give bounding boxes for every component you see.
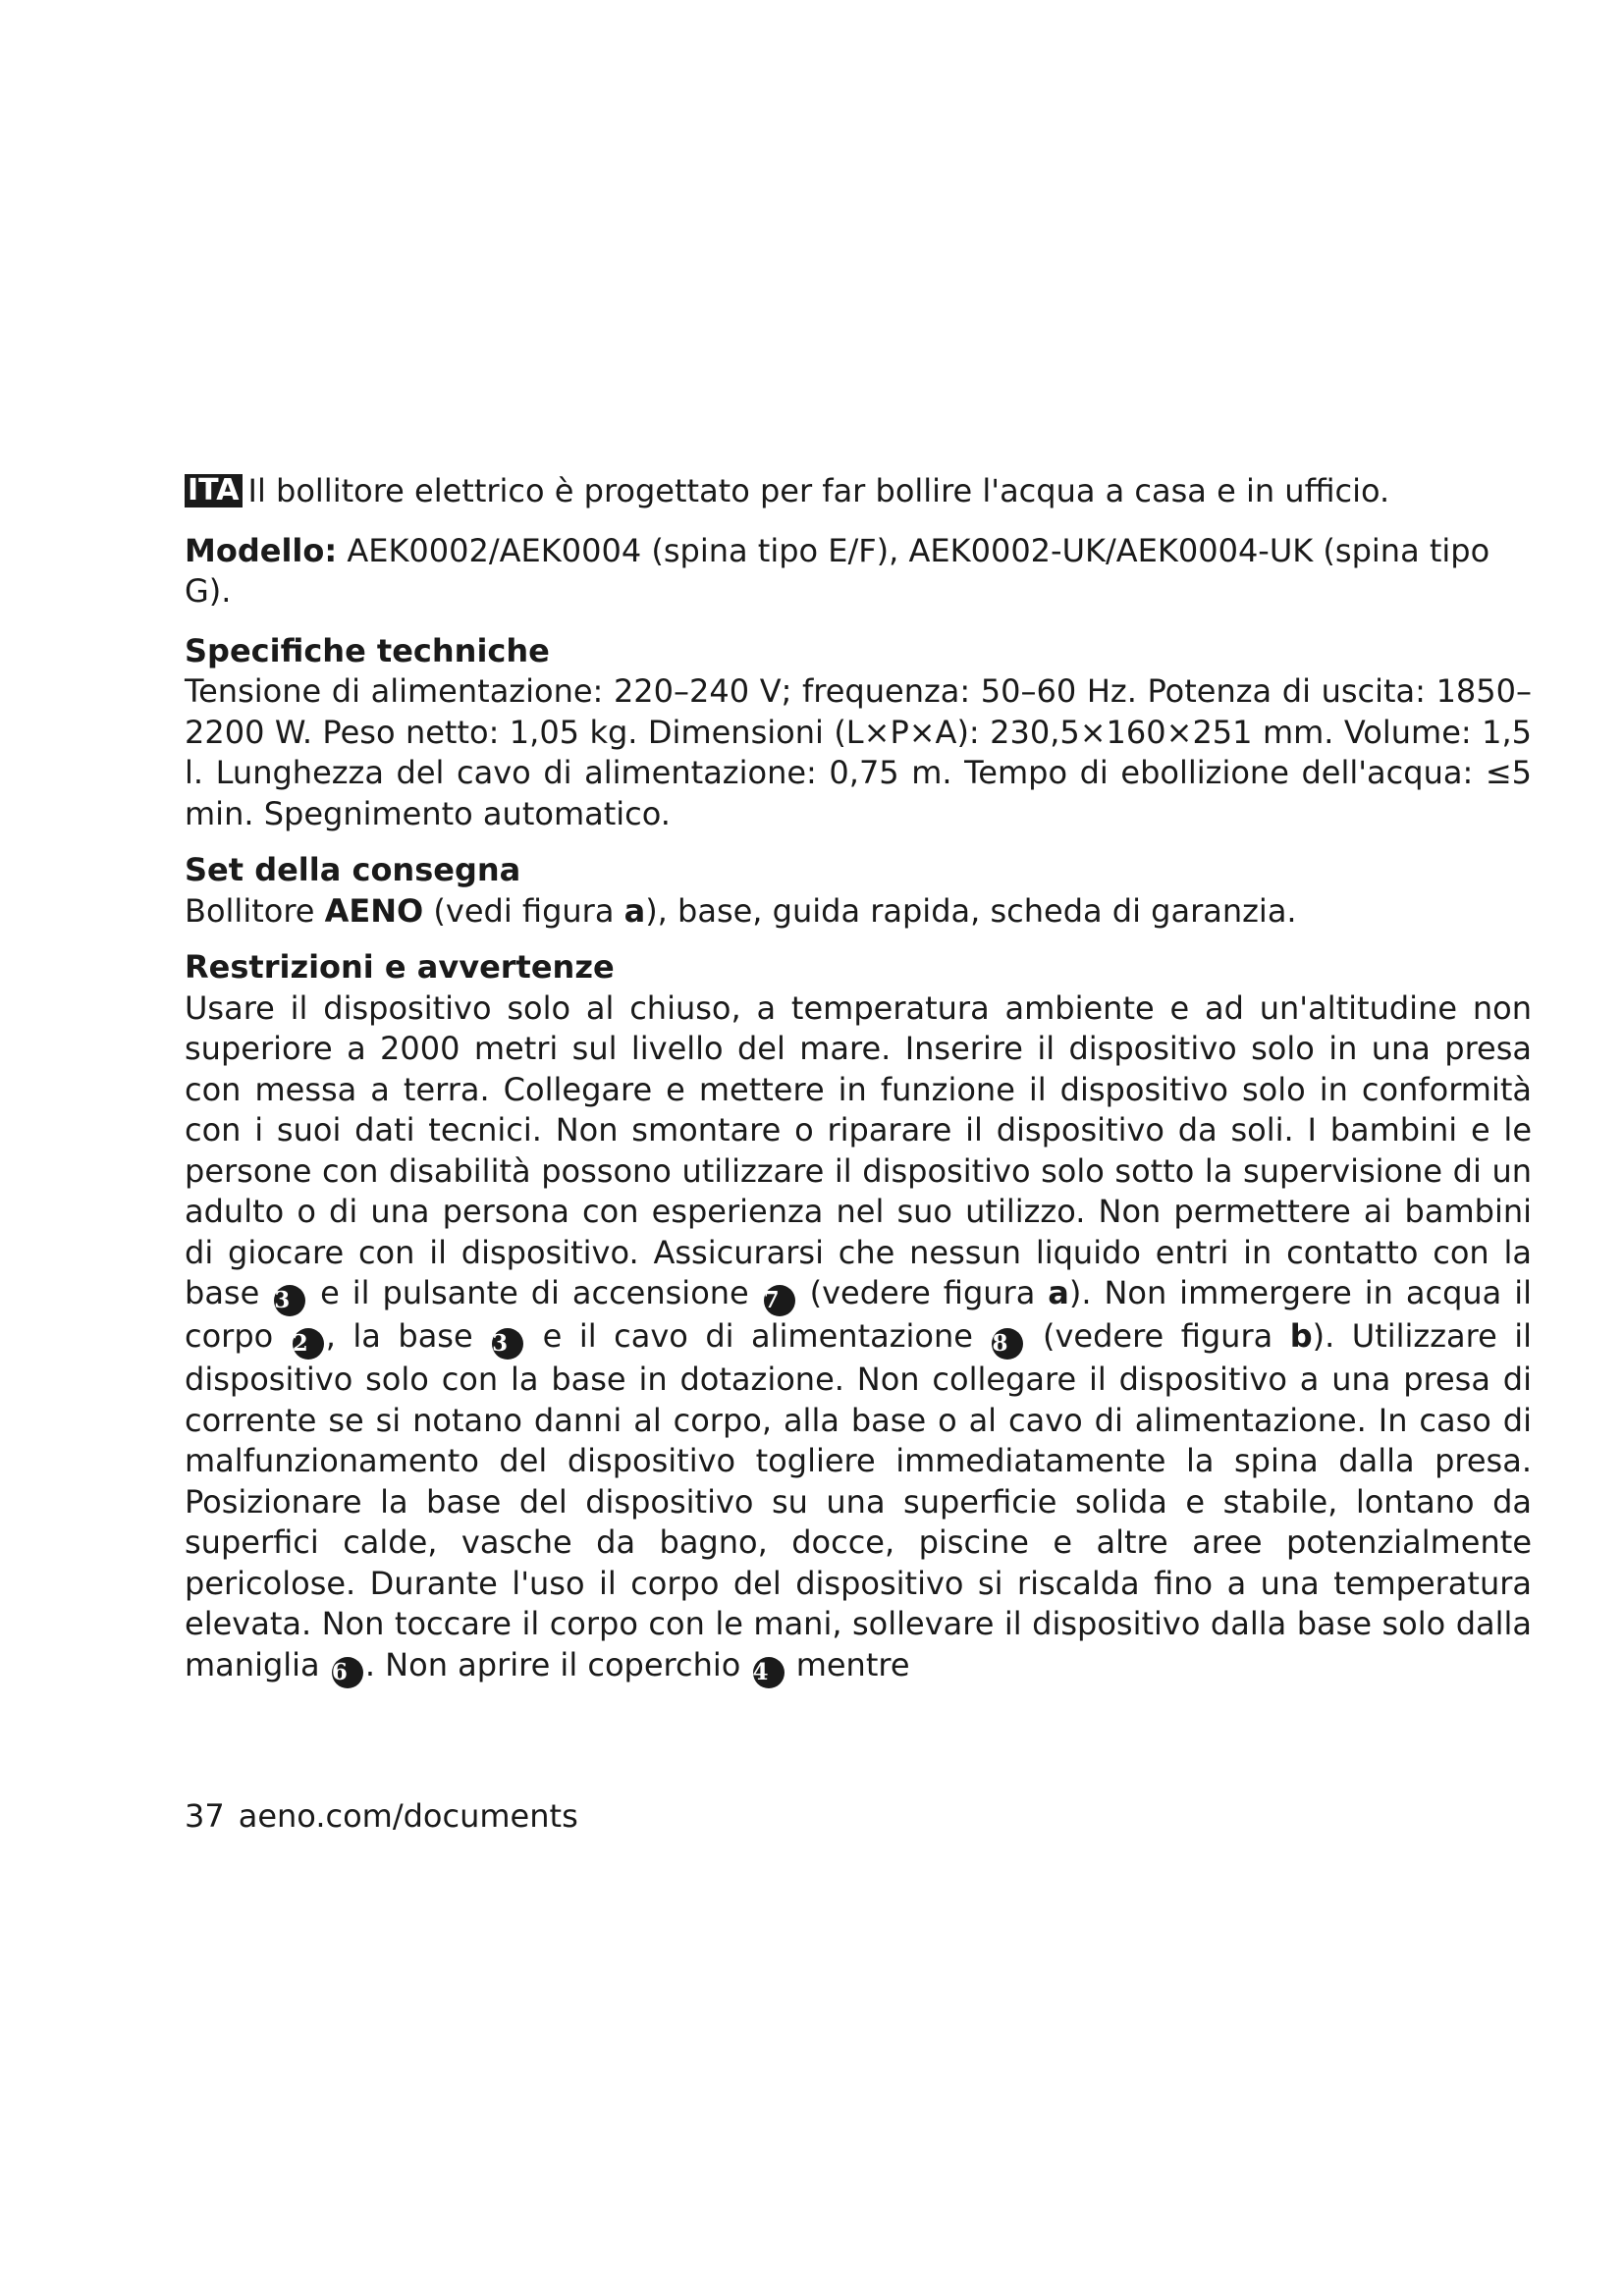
part-number-badge: 4	[753, 1657, 785, 1688]
warnings-text-part: mentre	[795, 1645, 910, 1683]
intro-text: Il bollitore elettrico è progettato per far bollire l'acqua a casa e in ufficio.	[247, 472, 1390, 509]
model-text: AEK0002/AEK0004 (spina tipo E/F), AEK0002-UK/AEK0004-UK (spina tipo G).	[185, 531, 1490, 610]
figure-ref: b	[1289, 1317, 1313, 1355]
page-footer	[185, 1796, 578, 1836]
warnings-text-part: Usare il dispositivo solo al chiuso, a temperatura ambiente e ad un'altitudine non superiore a 2000 metri sul livello del mare. Inserire il dispositivo solo in una presa con messa a terra. Collegare e mettere in funzione il dispositivo solo in conformità con i suoi dati tecnici. Non smontare o riparare il dispositivo da soli. I bambini e le persone con disabilità possono utilizzare il dispositivo solo sotto la supervisione di un adulto o di una persona con esperienza nel suo utilizzo. Non permettere ai bambini di giocare con il dispositivo. Assicurarsi che nessun liquido entri in contatto con la base	[185, 988, 1532, 1311]
warnings-text-part: , la base	[325, 1317, 473, 1355]
warnings-text	[185, 988, 1532, 1688]
part-number-badge: 7	[764, 1285, 795, 1316]
delivery-text-part: ), base, guida rapida, scheda di garanzia.	[645, 891, 1297, 930]
delivery-text-part: Bollitore	[185, 891, 325, 930]
document-body	[185, 471, 1532, 1704]
warnings-text-part: (vedere figura	[1042, 1317, 1273, 1355]
footer-url: aeno.com/documents	[238, 1797, 578, 1835]
delivery-section	[185, 850, 1532, 932]
warnings-section	[185, 947, 1532, 1688]
warnings-text-part: ). Utilizzare il dispositivo solo con la base in dotazione. Non collegare il dispositivo a una presa di corrente se si notano danni al corpo, alla base o al cavo di alimentazione. In caso di malfunzionamento del dispositivo togliere immediatamente la spina dalla presa. Posizionare la base del dispositivo su una superficie solida e stabile, lontano da superfici calde, vasche da bagno, docce, piscine e altre aree potenzialmente pericolose. Durante l'uso il corpo del dispositivo si riscalda fino a una temperatura elevata. Non toccare il corpo con le mani, sollevare il dispositivo dalla base solo dalla maniglia	[185, 1317, 1533, 1683]
model-label: Modello:	[185, 531, 338, 569]
delivery-heading: Set della consegna	[185, 851, 521, 888]
brand-name: AENO	[324, 891, 424, 930]
part-number-badge: 2	[293, 1328, 324, 1360]
warnings-text-part: e il cavo di alimentazione	[542, 1317, 973, 1355]
delivery-text-part: (vedi figura	[423, 891, 624, 930]
specs-section	[185, 631, 1532, 835]
specs-text: Tensione di alimentazione: 220–240 V; frequenza: 50–60 Hz. Potenza di uscita: 1850–2200 W. Peso netto: 1,05 kg. Dimensioni (L×P×A): 230,5×160×251 mm. Volume: 1,5 l. Lunghezza del cavo di alimentazione: 0,75 m. Tempo di ebollizione dell'acqua: ≤5 min. Spegnimento automatico.	[185, 672, 1532, 832]
delivery-text	[185, 891, 1532, 933]
warnings-text-part: (vedere figura	[809, 1274, 1036, 1311]
specs-heading: Specifiche techniche	[185, 631, 550, 669]
figure-ref: a	[1048, 1274, 1069, 1311]
figure-ref: a	[623, 891, 646, 930]
part-number-badge: 6	[332, 1657, 363, 1688]
warnings-text-part: ). Non immergere in acqua il corpo	[185, 1274, 1532, 1355]
part-number-badge: 8	[992, 1328, 1023, 1360]
part-number-badge: 3	[492, 1328, 523, 1360]
page-number: 37	[185, 1797, 225, 1835]
warnings-text-part: . Non aprire il coperchio	[364, 1645, 741, 1683]
warnings-text-part: e il pulsante di accensione	[320, 1274, 749, 1311]
warnings-heading: Restrizioni e avvertenze	[185, 948, 615, 986]
model-paragraph	[185, 531, 1532, 613]
part-number-badge: 3	[274, 1285, 305, 1316]
language-badge: ITA	[185, 474, 243, 507]
intro-paragraph	[185, 471, 1532, 512]
